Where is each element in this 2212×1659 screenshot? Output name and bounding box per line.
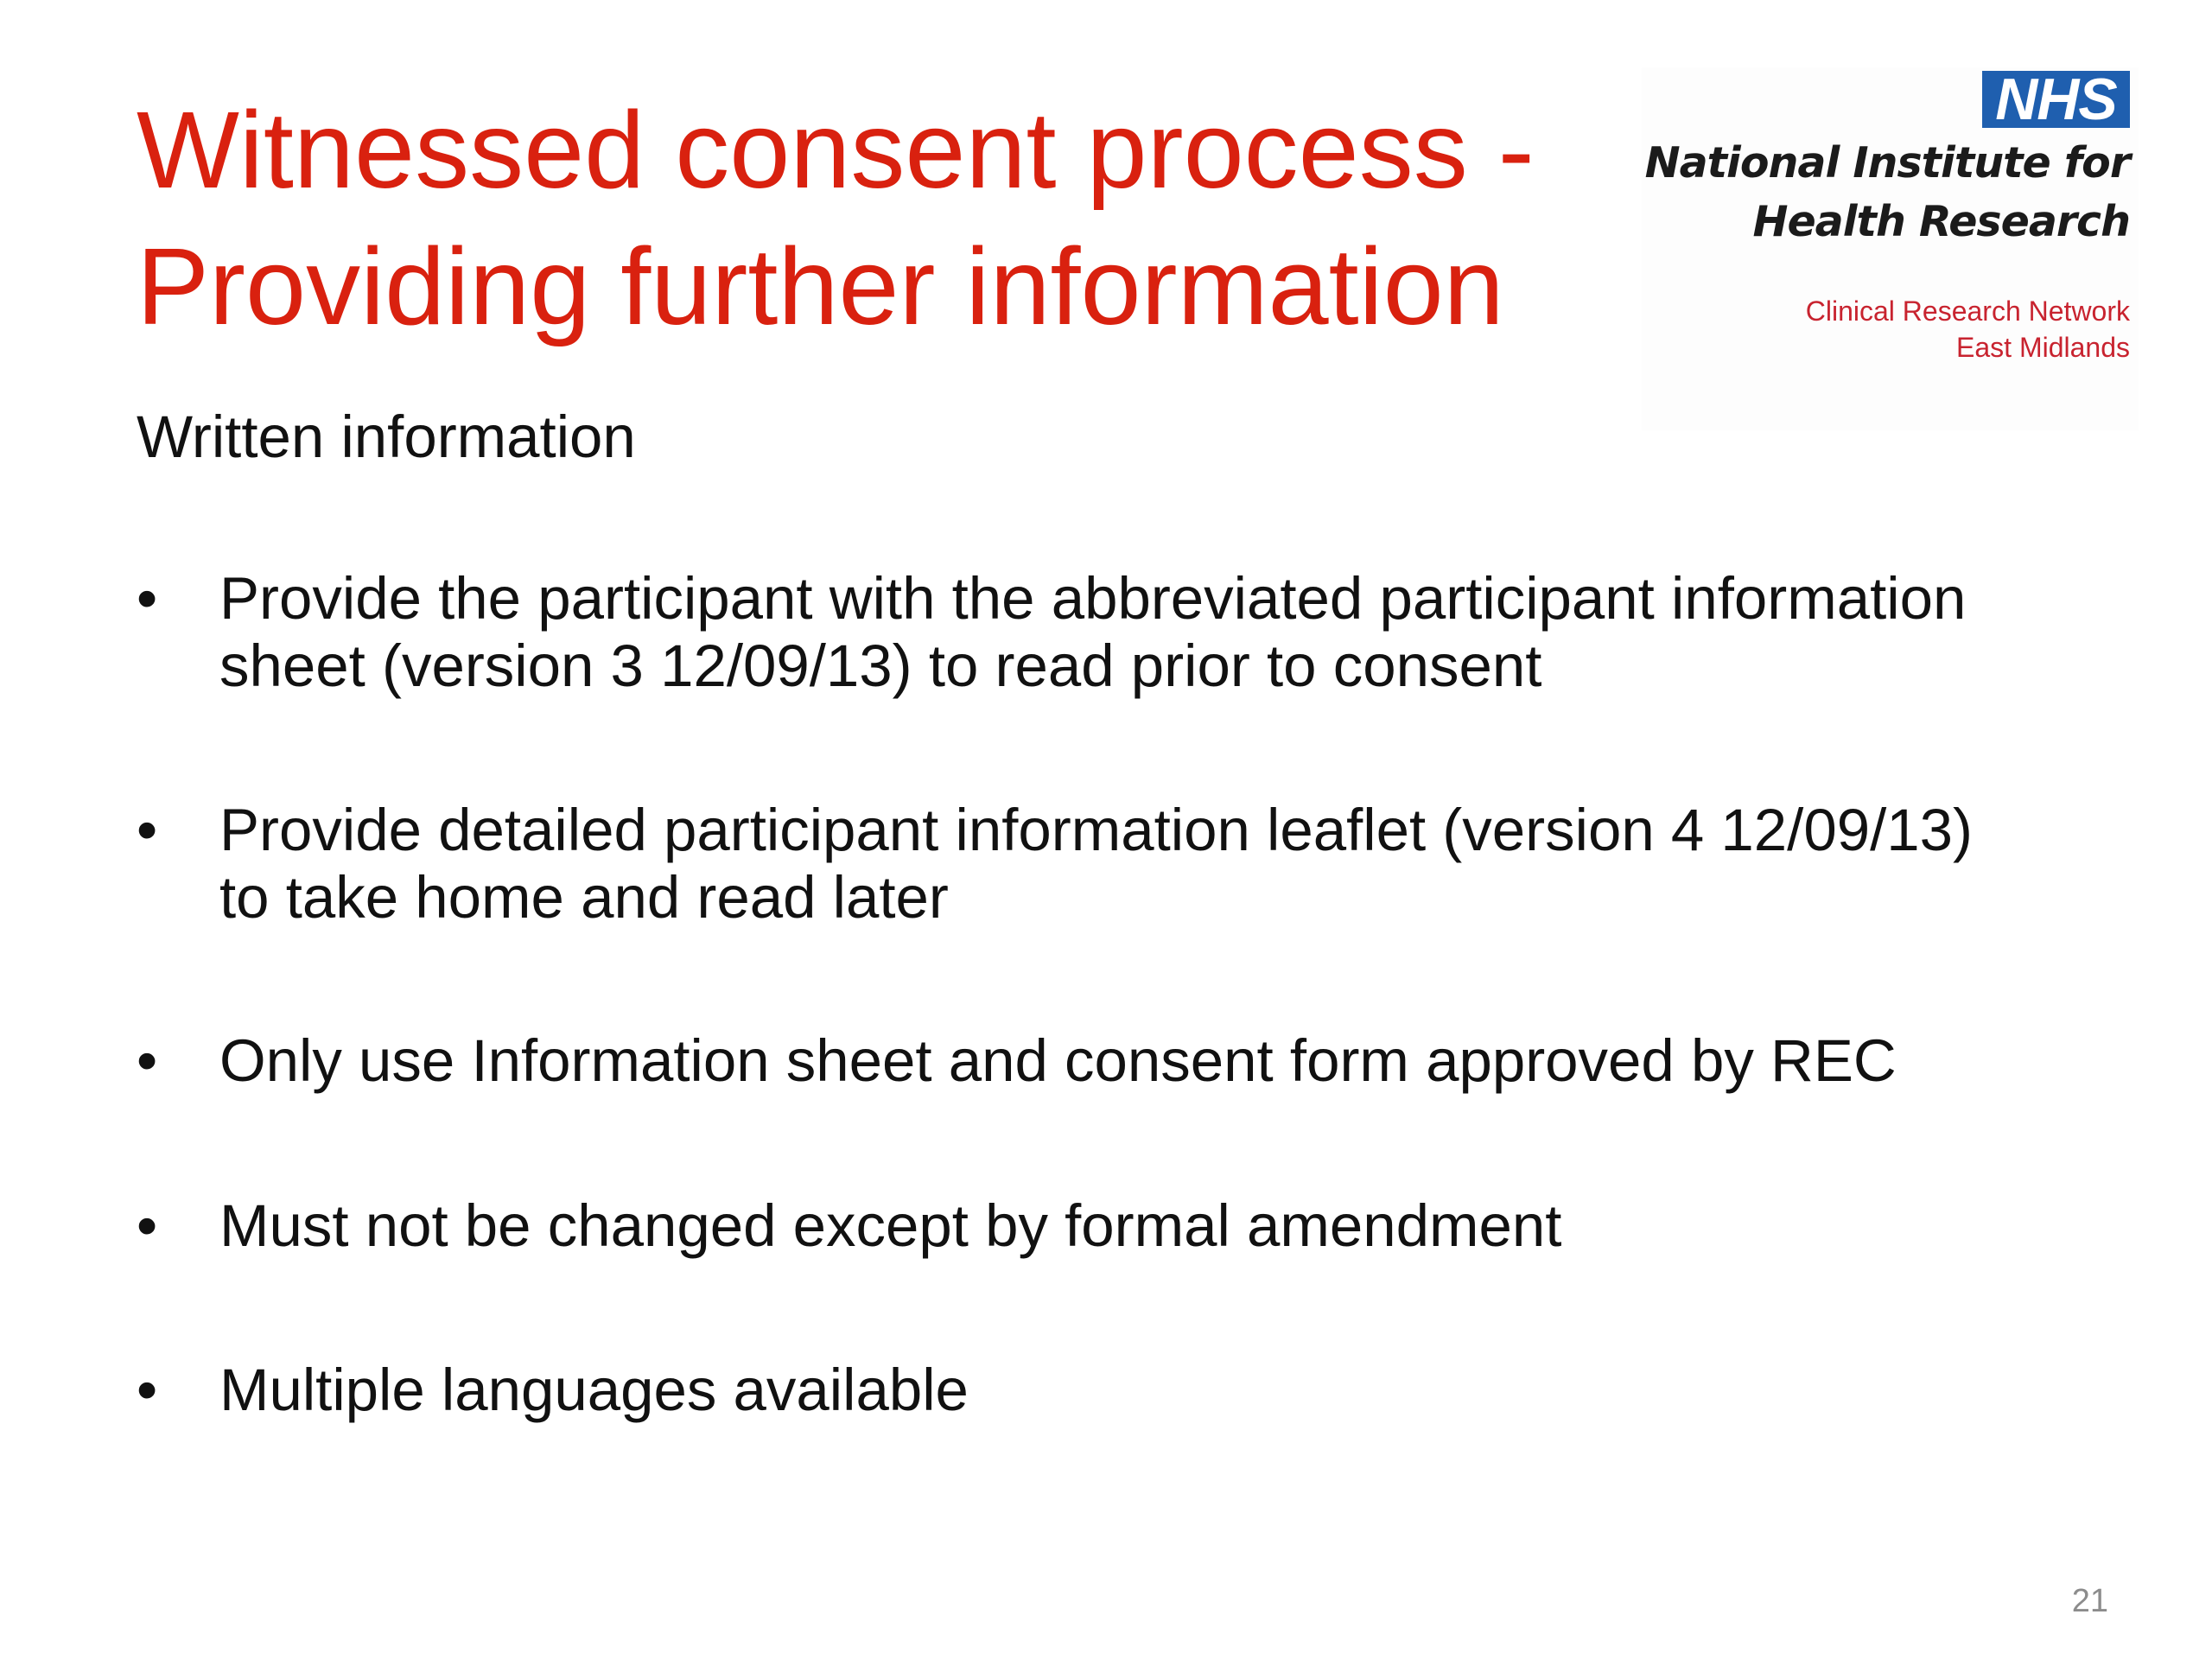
- slide-title-line-1: Witnessed consent process -: [137, 89, 1535, 211]
- bullet-text: [219, 565, 2120, 700]
- bullet-marker: •: [137, 565, 158, 632]
- nihr-name-line-1: National Institute for: [1644, 138, 2130, 188]
- page-number: 21: [2071, 1583, 2108, 1619]
- bullet-line: Only use Information sheet and consent form approved by REC: [219, 1027, 1897, 1094]
- nihr-name-line-2: Health Research: [1752, 197, 2130, 246]
- bullet-text: [219, 1357, 2120, 1424]
- bullet-marker: •: [137, 797, 158, 863]
- network-name-line-2: East Midlands: [1956, 332, 2130, 363]
- bullet-line: Multiple languages available: [219, 1357, 969, 1423]
- bullet-line: to take home and read later: [219, 864, 949, 931]
- bullet-marker: •: [137, 1027, 158, 1094]
- bullet-marker: •: [137, 1192, 158, 1259]
- bullet-line: sheet (version 3 12/09/13) to read prior to consent: [219, 632, 1542, 699]
- bullet-line: Must not be changed except by formal amendment: [219, 1192, 1562, 1259]
- bullet-text: [219, 797, 2120, 931]
- network-name-line-1: Clinical Research Network: [1805, 296, 2130, 327]
- nhs-logo-badge: NHS: [1982, 71, 2130, 128]
- slide-title: [137, 82, 1623, 355]
- bullet-line: Provide the participant with the abbreviated participant information: [219, 565, 1967, 632]
- nihr-logo: [1642, 67, 2139, 430]
- bullet-text: [219, 1192, 2120, 1260]
- bullet-text: [219, 1027, 2120, 1095]
- bullet-line: Provide detailed participant information leaflet (version 4 12/09/13): [219, 797, 1973, 863]
- slide-title-line-2: Providing further information: [137, 226, 1504, 347]
- bullet-marker: •: [137, 1357, 158, 1423]
- section-subheading: Written information: [137, 404, 636, 470]
